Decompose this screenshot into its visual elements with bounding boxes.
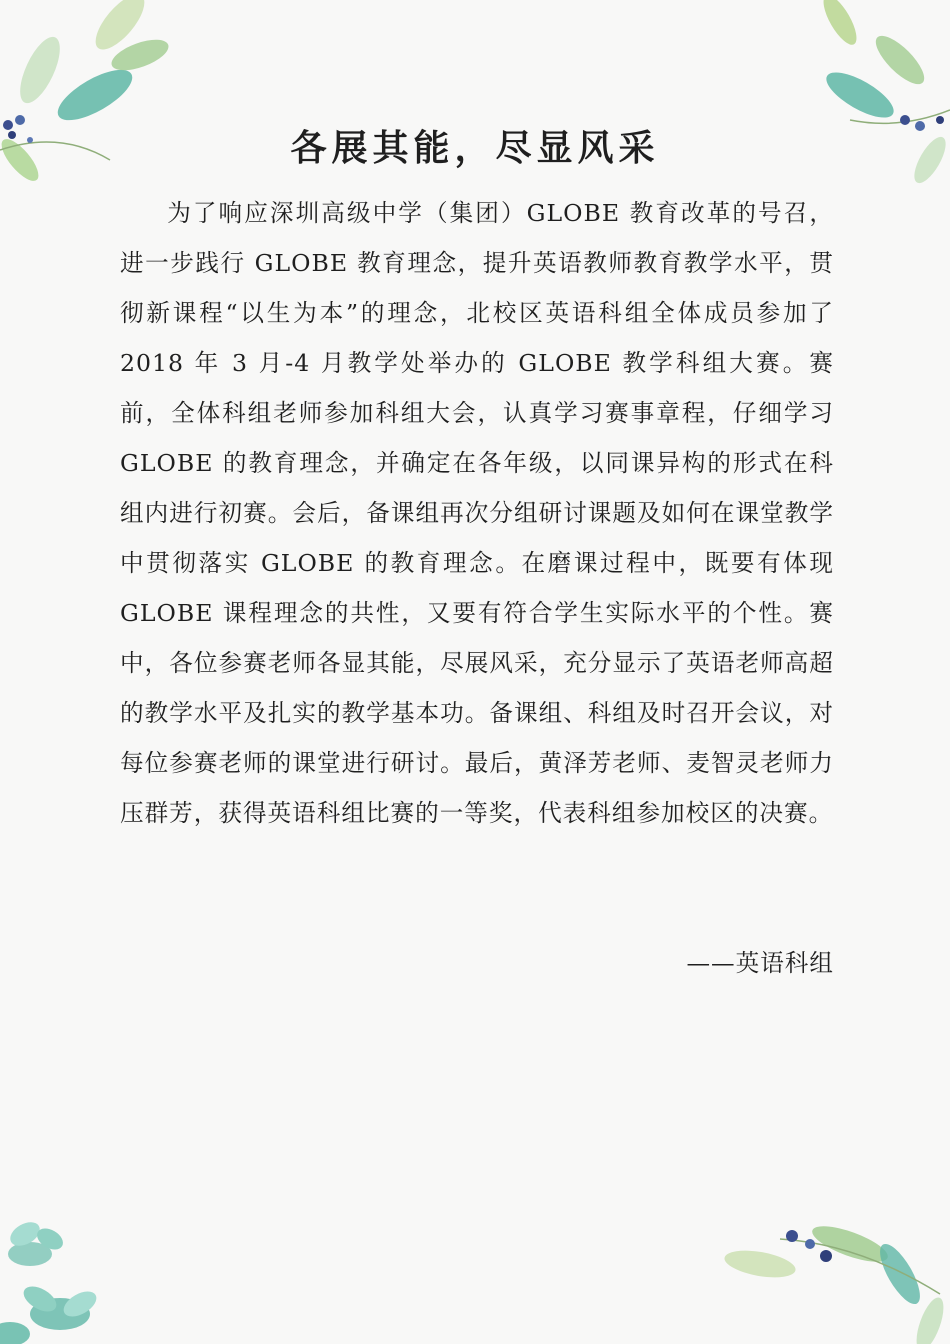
signature: ——英语科组 <box>686 949 834 977</box>
page-title: 各展其能，尽显风采 <box>290 128 660 169</box>
leaf-decoration-bottom-right-icon <box>700 1204 950 1344</box>
succulent-decoration-bottom-left-icon <box>0 1194 130 1344</box>
body-paragraph: 为了响应深圳高级中学（集团）GLOBE 教育改革的号召，进一步践行 GLOBE 教育理念，提升英语教师教育教学水平，贯彻新课程“以生为本”的理念，北校区英语科组全体成员参加了 2018 年 3 月-4 月教学处举办的 GLOBE 教学科组大赛。赛前，全体科组老师参加科组大会，认真学习赛事章程，仔细学习 GLOBE 的教育理念，并确定在各年级，以同课异构的形式在科组内进行初赛。会后，备课组再次分组研讨课题及如何在课堂教学中贯彻落实 GLOBE 的教育理念。在磨课过程中，既要有体现 GLOBE 课程理念的共性，又要有符合学生实际水平的个性。赛中，各位参赛老师各显其能，尽展风采，充分显示了英语老师高超的教学水平及扎实的教学基本功。备课组、科组及时召开会议，对每位参赛老师的课堂进行研讨。最后，黄泽芳老师、麦智灵老师力压群芳，获得英语科组比赛的一等奖，代表科组参加校区的决赛。 <box>120 199 834 827</box>
